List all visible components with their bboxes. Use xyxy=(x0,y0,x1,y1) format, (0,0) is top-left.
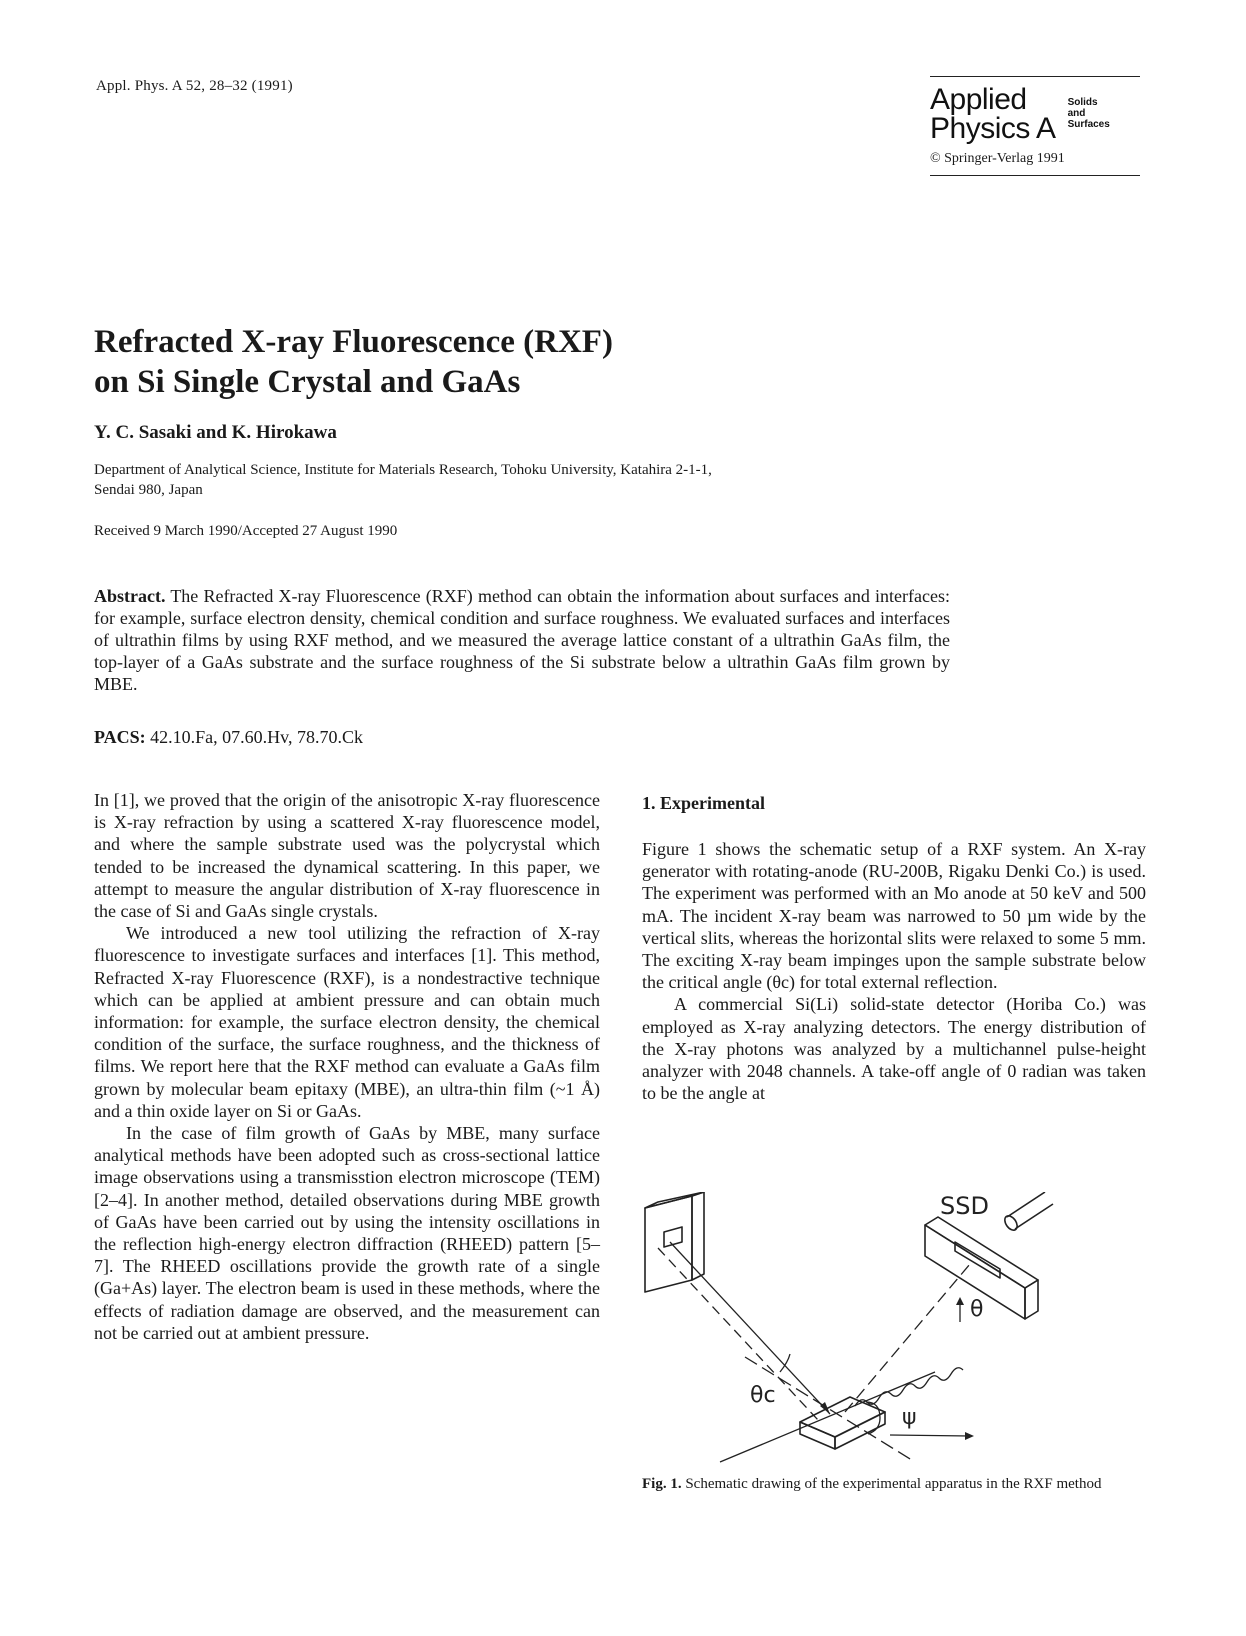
journal-brand xyxy=(930,85,1140,143)
caption-text: Schematic drawing of the experimental apparatus in the RXF method xyxy=(685,1476,1102,1492)
pacs xyxy=(94,727,363,748)
incident-beam-dash xyxy=(658,1248,818,1420)
top-rule xyxy=(930,76,1140,77)
exit-line xyxy=(890,1435,970,1436)
apparatus-diagram xyxy=(640,1192,1150,1467)
abstract-label: Abstract. xyxy=(94,586,166,606)
affiliation-line-2: Sendai 980, Japan xyxy=(94,482,203,498)
reflected-beam xyxy=(845,1264,970,1412)
abstract xyxy=(94,585,950,695)
journal-name-line1: Applied xyxy=(930,83,1027,116)
authors: Y. C. Sasaki and K. Hirokawa xyxy=(94,422,337,443)
title-line-1: Refracted X-ray Fluorescence (RXF) xyxy=(94,324,613,360)
abstract-text: The Refracted X-ray Fluorescence (RXF) method can obtain the information about surfaces and interfaces: for example, surface electron density, chemical condition and surface roughness. We evaluated surfaces and interfaces of ultrathin films by using RXF method, and we measured the average lattice constant of a ultrathin GaAs film, the top-layer of a GaAs substrate and the surface roughness of the Si substrate below a ultrathin GaAs film grown by MBE. xyxy=(94,586,950,694)
paragraph: In [1], we proved that the origin of the anisotropic X-ray fluorescence is X-ray refraction by using a scattered X-ray fluorescence model, and where the sample substrate used was the polycrystal which tended to be increased the dynamical scattering. In this paper, we attempt to measure the angular distribution of X-ray fluorescence in the case of Si and GaAs single crystals. xyxy=(94,790,600,922)
pacs-label: PACS: xyxy=(94,727,146,747)
ssd-label: SSD xyxy=(940,1192,989,1220)
ssd-detector xyxy=(1002,1192,1053,1232)
journal-section-line3: Surfaces xyxy=(1067,119,1110,130)
title-line-2: on Si Single Crystal and GaAs xyxy=(94,364,521,400)
affiliation xyxy=(94,460,914,500)
journal-name xyxy=(930,85,1056,143)
journal-logo-block xyxy=(930,76,1140,176)
theta-arrowhead xyxy=(956,1297,964,1305)
bottom-rule xyxy=(930,175,1140,176)
figure-caption xyxy=(642,1475,1146,1494)
paragraph: Figure 1 shows the schematic setup of a RXF system. An X-ray generator with rotating-anode (RU-200B, Rigaku Denki Co.) is used. The experiment was performed with an Mo anode at 50 keV and 500 mA. The incident X-ray beam was narrowed to 50 µm wide by the vertical slits, whereas the horizontal slits were relaxed to some 5 mm. The exciting X-ray beam impinges upon the sample substrate below the critical angle (θc) for total external reflection. xyxy=(642,839,1146,993)
affiliation-line-1: Department of Analytical Science, Institute for Materials Research, Tohoku University, Katahira 2-1-1, xyxy=(94,462,712,478)
caption-label: Fig. 1. xyxy=(642,1476,682,1492)
pacs-codes: 42.10.Fa, 07.60.Hv, 78.70.Ck xyxy=(150,727,364,747)
section-heading: 1. Experimental xyxy=(642,793,765,813)
journal-name-line2: Physics A xyxy=(930,112,1056,145)
theta-c-label: θc xyxy=(750,1383,776,1408)
theta-label: θ xyxy=(970,1297,984,1322)
journal-citation: Appl. Phys. A 52, 28–32 (1991) xyxy=(96,78,293,94)
fluorescence-wave xyxy=(855,1368,963,1406)
left-column xyxy=(94,789,600,1344)
psi-label: ψ xyxy=(902,1405,917,1430)
right-column xyxy=(642,838,1146,1104)
paragraph: A commercial Si(Li) solid-state detector (Horiba Co.) was employed as X-ray analyzing detectors. The energy distribution of the X-ray photons was analyzed by a multichannel pulse-height analyzer with 2048 channels. A take-off angle of 0 radian was taken to be the angle at xyxy=(642,994,1146,1104)
journal-section-line2: and xyxy=(1067,108,1086,119)
copyright: © Springer-Verlag 1991 xyxy=(930,151,1065,166)
journal-section-line1: Solids xyxy=(1067,97,1098,108)
received-dates: Received 9 March 1990/Accepted 27 August 1990 xyxy=(94,523,398,539)
exit-arrowhead xyxy=(965,1432,974,1440)
journal-section xyxy=(1068,97,1110,130)
article-title xyxy=(94,322,613,402)
paragraph: In the case of film growth of GaAs by MBE, many surface analytical methods have been adopted such as cross-sectional lattice image observations using a transmisstion electron microscope (TEM) [2–4]. In another method, detailed observations during MBE growth of GaAs have been carried out by using the intensity oscillations in the reflection high-energy electron diffraction (RHEED) pattern [5–7]. The RHEED oscillations provide the growth rate of a single (Ga+As) layer. The electron beam is used in these methods, where the effects of radiation damage are observed, and the measurement can not be carried out at ambient pressure. xyxy=(94,1123,600,1343)
paragraph: We introduced a new tool utilizing the refraction of X-ray fluorescence to investigate surfaces and interfaces [1]. This method, Refracted X-ray Fluorescence (RXF), is a nondestractive technique which can be applied at ambient pressure and can obtain much information: for example, the surface electron density, the chemical condition of the surface, the surface roughness, and the thickness of films. We report here that the RXF method can evaluate a GaAs film grown by molecular beam epitaxy (MBE), an ultra-thin film (~1 Å) and a thin oxide layer on Si or GaAs. xyxy=(94,923,600,1121)
slit-block xyxy=(645,1192,704,1292)
